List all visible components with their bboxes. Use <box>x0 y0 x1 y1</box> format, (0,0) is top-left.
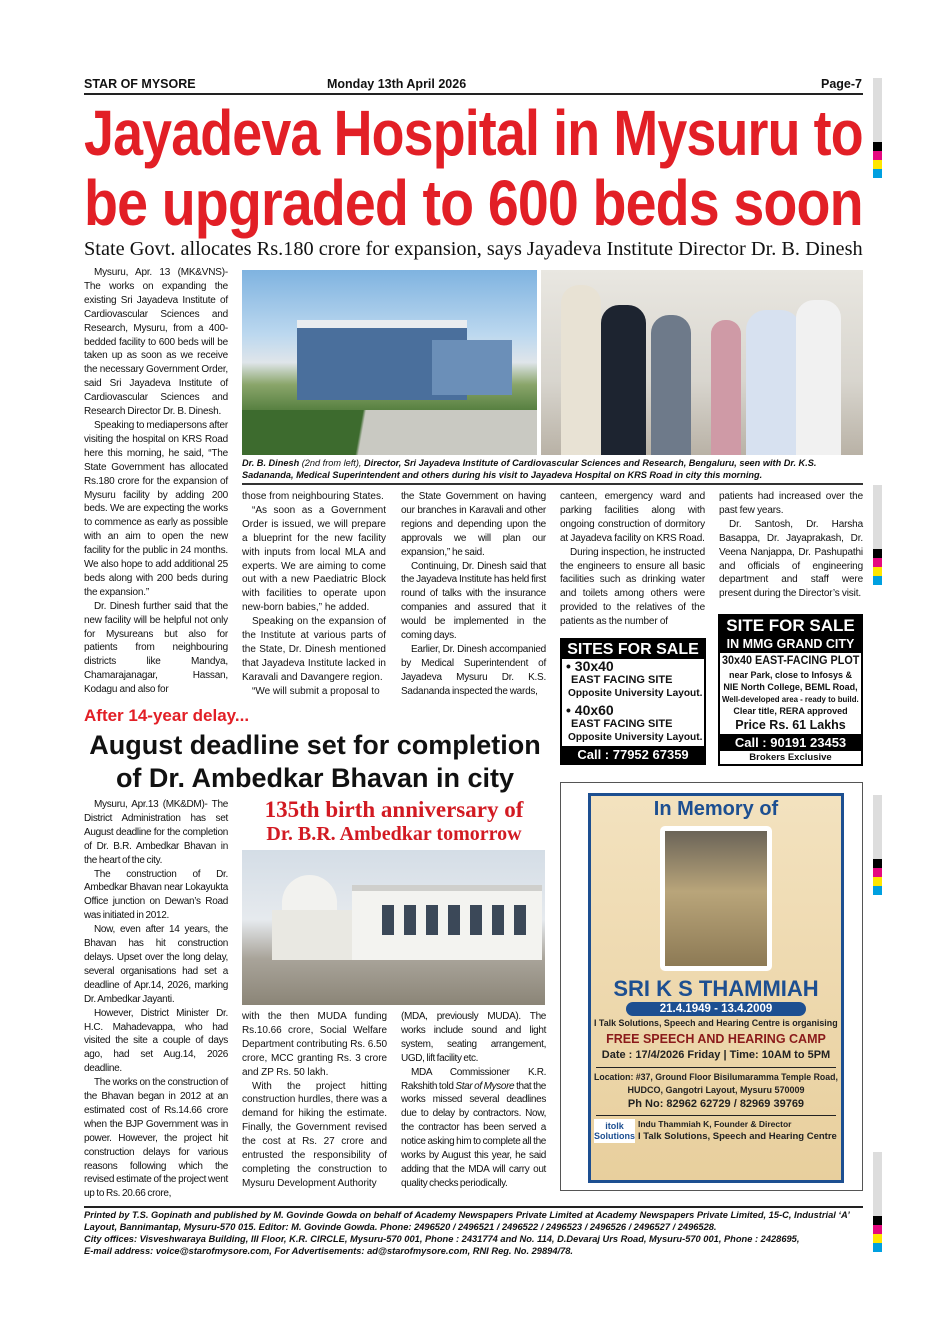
paragraph: with the then MUDA funding Rs.10.66 crore, Social Welfare Department contributing Rs. 6.50 crore, MCC granting Rs. 3 crore and ZP Rs. 50 lakh. <box>242 1011 387 1078</box>
paragraph: Speaking on the expansion of the Institute at various parts of the State, Dr. Dinesh mentioned that Jayadeva Institute lacked in Karavali and Davangere region. <box>242 616 386 683</box>
founder: Indu Thammiah K, Founder & Director <box>637 1119 792 1129</box>
paragraph: Mysuru, Apr. 13 (MK&VNS)- The works on expanding the existing Sri Jayadeva Institute of Cardiovascular Sciences and Research, Mysuru, from a 400-bedded facility to 600 beds will be taken up as soon as we receive the necessary Government Order, said Sri Jayadeva Institute of Cardiovascular Sciences and Research Director Dr. B. Dinesh. <box>84 267 228 418</box>
ad-plot: 30x40 EAST-FACING PLOT <box>722 655 860 667</box>
camp-location: Location: #37, Ground Floor Bisilumaramma Temple Road, <box>594 1072 838 1082</box>
ad-title: In Memory of <box>653 798 779 820</box>
lead-column-3 <box>401 490 546 699</box>
ad-phone: Call : 90191 23453 <box>720 734 861 751</box>
imprint: Printed by T.S. Gopinath and published by M. Govinde Gowda on behalf of Academy Newspapers Private Limited at Academy Newspapers Private Limited, 15-C, Industrial ‘A’ Layout, Bannimantap, Mysuru-570 015. Editor: M. Govinde Gowda. Phone: 2496520 / 2496521 / 2496522 / 2496523 / 2496526 / 2496527 / 2496528. City offices: Visveshwaraya Building, III Floor, K.R. CIRCLE, Mysuru-570 001, Phone : 2431774 and No. 114, D.Devaraj Urs Road, Mysuru-570 001, Phone : 2428695, E-mail address: voice@starofmysore.com, For Advertisements: ad@starofmysore.com, RNI Reg. No. 29894/78. <box>84 1210 850 1256</box>
paragraph: Mysuru, Apr.13 (MK&DM)- The District Administration has set August deadline for the completion of Dr. B.R. Ambedkar Bhavan in the heart of the city. <box>84 799 228 866</box>
ad-note: Brokers Exclusive <box>749 752 832 763</box>
site-for-sale-ad <box>718 614 863 766</box>
ad-price: Price Rs. 61 Lakhs <box>735 718 846 732</box>
ad-line: near Park, close to Infosys & <box>728 670 853 680</box>
paragraph: The works on the construction of the Bhavan began in 2012 at an estimated cost of Rs.14.66 crore when the BJP Government was in power. However, the project hit construction delays for various reasons following which the revised estimate of the project went up to Rs. 20.66 crore, <box>84 1077 228 1200</box>
camp-title: FREE SPEECH AND HEARING CAMP <box>606 1032 826 1046</box>
paragraph: Speaking to mediapersons after visiting the hospital on KRS Road here this morning, he said, “The State Government has allocated Rs.180 crore for the expansion of Mysuru facility by adding 200 beds. We are expecting the works to commence as early as possible with an aim to open the new facility for the public in 24 months. We also hope to add additional 25 beds along with 200 beds during the expansion.” <box>84 419 228 598</box>
ad-location: Opposite University Layout. <box>568 731 703 743</box>
camp-phone: Ph No: 82962 62729 / 82969 39769 <box>627 1098 805 1110</box>
page-number: Page-7 <box>821 77 862 91</box>
memorial-camp-ad <box>560 782 863 1191</box>
paragraph: “As soon as a Government Order is issued, we will prepare a blueprint for the new facility with inputs from local MLA and experts. We are aiming to come out with a new Paediatric Block with facilities to operate upon new-born babies,” he added. <box>242 504 386 614</box>
paragraph: canteen, emergency ward and parking facilities along with ongoing construction of dormitory at Jayadeva facility on KRS Road. <box>560 491 705 544</box>
memorial-dates: 21.4.1949 - 13.4.2009 <box>626 1002 806 1016</box>
lead-column-1 <box>84 266 228 697</box>
paragraph: The construction of Dr. Ambedkar Bhavan near Lokayukta Office junction on Dewan’s Road was initiated in 2012. <box>84 868 228 922</box>
ad-line: NIE North College, BEML Road, <box>723 682 858 692</box>
paragraph: those from neighbouring States. <box>242 491 384 502</box>
paragraph: However, District Minister Dr. H.C. Mahadevappa, who had visited the site a couple of days ago, had set Aug.14, 2026 deadline. <box>84 1007 228 1075</box>
paragraph: (MDA, previously MUDA). The works include sound and light system, seating arrangement, UGD, lift facility etc. <box>401 1011 546 1064</box>
paragraph: patients had increased over the past few years. <box>719 491 863 516</box>
issue-date: Monday 13th April 2026 <box>327 77 467 91</box>
ad-line: Well-developed area - ready to build. <box>722 694 859 704</box>
itolk-logo: itolk Solutions <box>594 1120 635 1141</box>
paragraph: “We will submit a proposal to <box>252 685 380 697</box>
paragraph: the State Government on having our branches in Karavali and other regions and depending upon the approvals we will plan our expansion,” he said. <box>401 491 546 558</box>
ad-type: EAST FACING SITE <box>571 674 673 686</box>
sites-for-sale-ad <box>560 638 706 765</box>
second-headline: August deadline set for completion of Dr. Ambedkar Bhavan in city <box>89 730 541 793</box>
ad-line: Clear title, RERA approved <box>733 706 848 716</box>
ad-size: • 40x60 <box>566 702 614 718</box>
paragraph: Earlier, Dr. Dinesh accompanied by Medical Superintendent of Jayadeva Mysuru Dr. K.S. Sadananda inspected the wards, <box>401 643 546 697</box>
second-column-3 <box>401 1010 546 1191</box>
centre-name: I Talk Solutions, Speech and Hearing Centre <box>637 1131 837 1142</box>
paragraph: Dr. Dinesh further said that the new facility will be helpful not only for Mysureans but also for patients from neighbouring districts like Mandya, Chamarajanagar, Hassan, Kodagu and also for <box>84 600 228 696</box>
lead-column-4 <box>560 490 705 629</box>
header-rule <box>84 93 863 95</box>
second-column-1 <box>84 798 228 1201</box>
paragraph: With the project hitting construction hurdles, there was a demand for hiking the estimate. Finally, the Government revised the cost at Rs. 27 crore and entrusted the responsibility of completing the construction to Mysuru Development Authority <box>242 1080 387 1189</box>
headline-line-1: Jayadeva Hospital in Mysuru to <box>84 97 863 169</box>
footer-rule <box>84 1206 863 1208</box>
subheadline: State Govt. allocates Rs.180 crore for expansion, says Jayadeva Institute Director Dr. B. Dinesh <box>84 238 863 260</box>
color-registration-marks <box>873 485 882 585</box>
ad-subtitle: IN MMG GRAND CITY <box>726 637 855 651</box>
kicker: After 14-year delay... <box>84 706 250 725</box>
paragraph: During inspection, he instructed the engineers to ensure all basic facilities such as drinking water and toilets among others were provided to the relatives of the patients as the number of <box>560 546 705 628</box>
portrait-photo <box>660 826 772 971</box>
lead-column-2 <box>242 490 386 699</box>
director-visit-photo <box>541 270 863 455</box>
paragraph: Now, even after 14 years, the Bhavan has hit construction delays. Upset over the long delay, several organisations had set a deadline of Apr.14, 2026, marking Dr. Ambedkar Jayanti. <box>84 924 228 1005</box>
photo-title: 135th birth anniversary of Dr. B.R. Ambedkar tomorrow <box>264 797 524 845</box>
paragraph: MDA Commissioner K.R. Rakshith told Star of Mysore that the works missed several deadlines due to delay by contractors. Now, the contractor has been served a notice asking him to complete all the works by August this year, he said adding that the MDA will carry out quality checks periodically. <box>401 1066 546 1189</box>
hospital-building-photo <box>242 270 537 455</box>
ad-phone: Call : 77952 67359 <box>562 746 704 763</box>
photo-caption: Dr. B. Dinesh (2nd from left), Director, Sri Jayadeva Institute of Cardiovascular Sciences and Research, Bengaluru, seen with Dr. K.S. Sadananda, Medical Superintendent and others during his visit to Jayadeva Hospital on KRS Road in city this morning. <box>242 458 863 485</box>
headline-line-2: be upgraded to 600 beds soon <box>84 167 863 239</box>
ambedkar-bhavan-photo <box>242 850 545 1005</box>
second-column-2 <box>242 1010 387 1191</box>
ad-type: EAST FACING SITE <box>571 718 673 730</box>
memorial-name: SRI K S THAMMIAH <box>613 976 819 1001</box>
lead-column-5 <box>719 490 863 601</box>
ad-location: Opposite University Layout. <box>568 687 703 699</box>
ad-title: SITES FOR SALE <box>562 640 704 659</box>
ad-title: SITE FOR SALE <box>726 616 855 635</box>
paragraph: Continuing, Dr. Dinesh said that the Jayadeva Institute has held first round of talks with the insurance companies and assured that it would be implemented in the coming days. <box>401 560 547 642</box>
color-registration-marks <box>873 78 882 178</box>
paper-name: STAR OF MYSORE <box>84 77 196 91</box>
color-registration-marks <box>873 1152 882 1252</box>
ad-line: I Talk Solutions, Speech and Hearing Centre is organising <box>594 1018 838 1029</box>
paragraph: Dr. Santosh, Dr. Harsha Basappa, Dr. Jayaprakash, Dr. Veena Nanjappa, Dr. Pashupathi and officials of engineering department and staff were present during the Director’s visit. <box>719 518 863 600</box>
camp-location: HUDCO, Gangotri Layout, Mysuru 570009 <box>627 1085 805 1095</box>
camp-date: Date : 17/4/2026 Friday | Time: 10AM to 5PM <box>601 1049 831 1061</box>
ad-size: • 30x40 <box>566 658 614 674</box>
color-registration-marks <box>873 795 882 895</box>
